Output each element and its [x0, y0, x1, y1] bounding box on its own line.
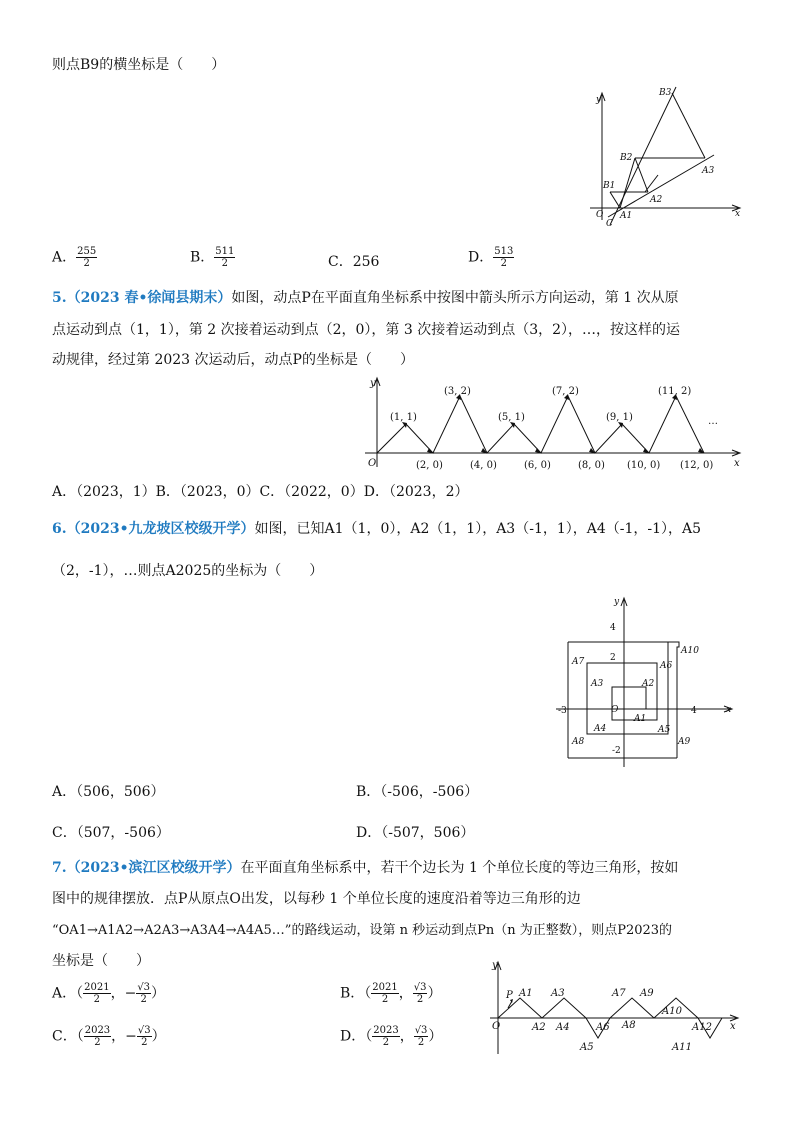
q4-a-denominator: 2 [83, 258, 90, 269]
q6-option-a[interactable]: A．（506，506） [52, 784, 165, 800]
q7-a1-label: A1 [519, 988, 533, 999]
q4-option-a-letter: A． [52, 249, 77, 266]
q6-a6-label: A6 [660, 661, 673, 671]
q5-origin-label: O [368, 458, 377, 469]
q7-a9-label: A9 [640, 988, 654, 999]
q7-option-a-letter: A． [52, 985, 77, 1002]
q4-question-tail: 则点B9的横坐标是（ ） [52, 57, 226, 73]
q6-a5-label: A5 [658, 725, 671, 735]
q7-b-rnum: √3 [413, 982, 427, 993]
q7-a11-label: A11 [672, 1042, 692, 1053]
q7-a6-label: A6 [596, 1022, 610, 1033]
q6-a9-label: A9 [678, 737, 691, 747]
q4-figure [588, 85, 748, 230]
q4-origin-label: O [596, 210, 604, 220]
q4-option-c-value: 256 [352, 254, 380, 270]
q4-a2-label: A2 [650, 195, 663, 205]
q5-point-2-0: (2, 0) [416, 460, 443, 471]
q7-a-num: 2021 [84, 982, 110, 993]
q4-a3-label: A3 [702, 166, 715, 176]
q7-heading: 7.（2023•滨江区校级开学） [52, 860, 241, 876]
q6-x-label: x [726, 705, 732, 715]
q5-figure [360, 372, 745, 472]
q4-c-label: C [606, 219, 613, 229]
q4-y-label: y [596, 95, 602, 105]
q5-x-label: x [734, 458, 740, 469]
q7-y-label: y [492, 960, 498, 971]
q5-ellipsis: … [708, 416, 718, 427]
q5-point-6-0: (6, 0) [524, 460, 551, 471]
q6-a10-label: A10 [681, 646, 699, 656]
q7-x-label: x [730, 1021, 736, 1032]
q5-heading: 5.（2023 春•徐闻县期末） [52, 290, 232, 306]
q7-line3: “OA1→A1A2→A2A3→A3A4→A4A5…”的路线运动，设第 n 秒运动到点Pn（n 为正整数），则点P2023的 [52, 923, 673, 938]
q4-option-a[interactable] [52, 246, 97, 269]
q7-a-den: 2 [93, 994, 101, 1005]
q7-line1 [52, 857, 678, 877]
q6-a4-label: A4 [594, 724, 607, 734]
q6-option-c[interactable]: C．（507，-506） [52, 825, 170, 841]
q5-point-9-1: (9, 1) [606, 412, 633, 423]
q7-a10-label: A10 [662, 1006, 682, 1017]
q5-point-3-2: (3, 2) [444, 386, 471, 397]
q4-b3-label: B3 [659, 88, 672, 98]
q6-a2-label: A2 [642, 679, 655, 689]
q7-c-den: 2 [94, 1037, 101, 1048]
q7-line4: 坐标是（ ） [52, 953, 150, 969]
q7-a5-label: A5 [580, 1042, 594, 1053]
q7-d-den: 2 [382, 1037, 390, 1048]
q6-figure [548, 592, 748, 772]
q5-line1 [52, 287, 679, 307]
q4-option-b-letter: B． [190, 249, 215, 266]
q4-b-denominator: 2 [221, 258, 229, 269]
q6-line2: （2，-1），…则点A2025的坐标为（ ） [52, 563, 324, 579]
q4-d-denominator: 2 [500, 258, 507, 269]
q7-c-rnum: √3 [137, 1025, 151, 1036]
q7-a-rnum: √3 [137, 982, 151, 993]
q5-point-7-2: (7, 2) [552, 386, 579, 397]
q4-a1-label: A1 [620, 211, 633, 221]
q7-d-num: 2023 [373, 1025, 399, 1036]
q7-a-sign: − [124, 985, 137, 1002]
q4-b2-label: B2 [620, 153, 633, 163]
q7-line2: 图中的规律摆放．点P从原点O出发，以每秒 1 个单位长度的速度沿着等边三角形的边 [52, 891, 581, 907]
q4-d-numerator: 513 [494, 246, 514, 257]
q7-c-sign: − [125, 1028, 137, 1045]
q6-line1 [52, 518, 701, 538]
q6-y-label: y [614, 597, 620, 607]
q4-b1-label: B1 [603, 181, 616, 191]
q7-a7-label: A7 [612, 988, 626, 999]
q7-c-rden: 2 [141, 1037, 148, 1048]
q5-line3: 动规律，经过第 2023 次运动后，动点P的坐标是（ ） [52, 352, 414, 368]
q7-origin-label: O [492, 1021, 501, 1032]
q4-option-d[interactable] [468, 246, 514, 269]
q7-d-rnum: √3 [414, 1025, 428, 1036]
q6-tick-x-3: -3 [558, 706, 567, 716]
q7-a8-label: A8 [622, 1020, 636, 1031]
q7-p-label: P [506, 990, 513, 1001]
q7-option-b[interactable]: B．（ $\frac{2021}{2}$ ， $\frac{√3}{2}$ ） [340, 982, 442, 1005]
q7-a4-label: A4 [556, 1022, 570, 1033]
q4-b-numerator: 511 [215, 246, 235, 257]
q6-a8-label: A8 [572, 737, 585, 747]
q7-c-num: 2023 [84, 1025, 111, 1036]
q5-y-label: y [370, 378, 376, 389]
q5-options[interactable]: A．（2023，1）B．（2023，0）C．（2022，0）D．（2023，2） [52, 484, 469, 500]
q6-tick-x4: 4 [691, 706, 697, 716]
q7-a2-label: A2 [532, 1022, 546, 1033]
q4-option-c-letter: C． [328, 254, 353, 270]
q5-point-10-0: (10, 0) [627, 460, 661, 471]
q5-line2: 点运动到点（1，1），第 2 次接着运动到点（2，0），第 3 次接着运动到点（3，2），…，按这样的运 [52, 322, 681, 338]
q5-point-5-1: (5, 1) [498, 412, 525, 423]
q7-text-1: 在平面直角坐标系中，若干个边长为 1 个单位长度的等边三角形，按如 [240, 860, 679, 876]
q5-point-4-0: (4, 0) [470, 460, 497, 471]
q6-option-b[interactable]: B．（-506，-506） [356, 784, 479, 800]
q6-tick-y4: 4 [610, 623, 616, 633]
q7-figure [486, 958, 748, 1058]
q4-x-label: x [735, 209, 741, 219]
q6-origin-label: O [611, 705, 619, 715]
q5-point-1-1: (1, 1) [390, 412, 417, 423]
q7-option-d-letter: D． [340, 1028, 366, 1045]
q6-a7-label: A7 [572, 657, 585, 667]
q6-tick-y2: 2 [610, 653, 616, 663]
q6-text-1: 如图，已知A1（1，0），A2（1，1），A3（-1，1），A4（-1，-1），A5 [254, 521, 702, 537]
q7-option-c[interactable]: C．（ $\frac{2023}{2}$ ，− $\frac{√3}{2}$ ） [52, 1025, 166, 1048]
q4-option-c[interactable] [328, 251, 379, 271]
q6-tick-y-2: -2 [612, 746, 621, 756]
q5-text-1: 如图，动点P在平面直角坐标系中按图中箭头所示方向运动，第 1 次从原 [231, 290, 679, 306]
q7-b-rden: 2 [416, 994, 424, 1005]
q7-option-d[interactable]: D．（ $\frac{2023}{2}$ ， $\frac{√3}{2}$ ） [340, 1025, 443, 1048]
q4-a-numerator: 255 [77, 246, 97, 257]
q7-d-rden: 2 [417, 1037, 425, 1048]
q7-a3-label: A3 [551, 988, 565, 999]
q7-a12-label: A12 [692, 1022, 712, 1033]
q7-option-a[interactable]: A．（ $\frac{2021}{2}$ ，− $\frac{√3}{2}$ ） [52, 982, 166, 1005]
q6-a1-label: A1 [634, 714, 647, 724]
q6-a3-label: A3 [591, 679, 604, 689]
q4-option-d-letter: D． [468, 249, 494, 266]
q5-point-12-0: (12, 0) [680, 460, 714, 471]
q7-option-c-letter: C． [52, 1028, 77, 1045]
q4-option-b[interactable] [190, 246, 235, 269]
q7-b-den: 2 [381, 994, 389, 1005]
q6-option-d[interactable]: D．（-507，506） [356, 825, 475, 841]
q6-heading: 6.（2023•九龙坡区校级开学） [52, 521, 255, 537]
q5-point-11-2: (11, 2) [658, 386, 692, 397]
q5-point-8-0: (8, 0) [578, 460, 605, 471]
q7-option-b-letter: B． [340, 985, 365, 1002]
q7-b-num: 2021 [372, 982, 398, 993]
q7-a-rden: 2 [140, 994, 147, 1005]
